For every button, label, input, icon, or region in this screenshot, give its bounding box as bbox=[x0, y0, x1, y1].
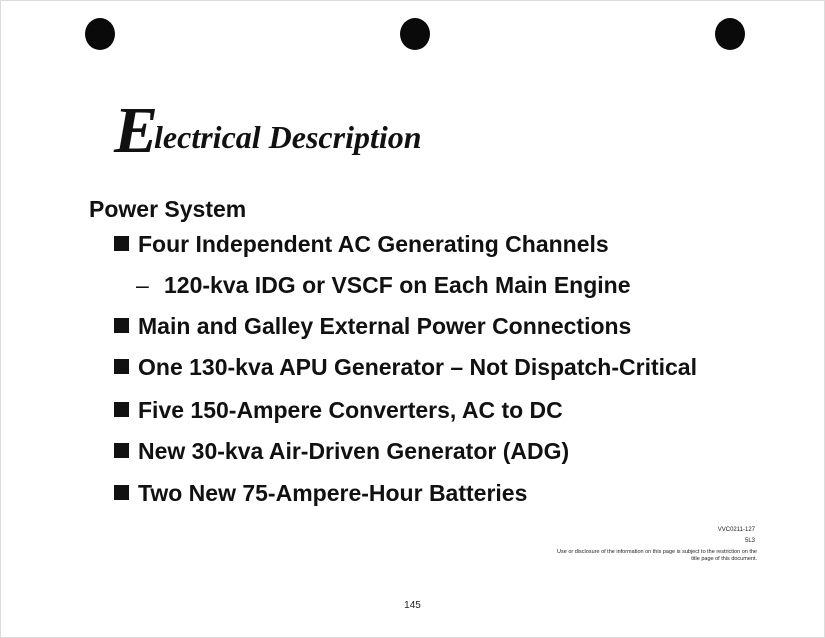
bullet-label: Four Independent AC Generating Channels bbox=[138, 231, 609, 257]
page-number: 145 bbox=[404, 600, 421, 611]
bullet-label: Two New 75-Ampere-Hour Batteries bbox=[138, 480, 528, 506]
square-bullet-icon bbox=[114, 359, 129, 374]
section-heading: Power System bbox=[89, 196, 247, 222]
bullet-item bbox=[114, 397, 563, 423]
document-subcode: 5L3 bbox=[744, 538, 755, 544]
dash-bullet: – bbox=[136, 272, 149, 298]
title-initial: E bbox=[114, 94, 155, 167]
disclosure-notice: Use or disclosure of the information on this page is subject to the restriction on the title page of this document. bbox=[557, 549, 757, 562]
square-bullet-icon bbox=[114, 402, 129, 417]
bullet-label: New 30-kva Air-Driven Generator (ADG) bbox=[138, 438, 570, 464]
bullet-label: One 130-kva APU Generator – Not Dispatch-Critical bbox=[138, 354, 697, 380]
title-rest: lectrical Description bbox=[154, 119, 422, 155]
bullet-item bbox=[114, 354, 697, 380]
binder-hole-center bbox=[400, 18, 430, 50]
bullet-label: Five 150-Ampere Converters, AC to DC bbox=[138, 397, 563, 423]
square-bullet-icon bbox=[114, 318, 129, 333]
bullet-item bbox=[114, 438, 569, 464]
page-title bbox=[114, 94, 422, 167]
square-bullet-icon bbox=[114, 443, 129, 458]
sub-bullet-item bbox=[136, 272, 631, 298]
binder-hole-right bbox=[715, 18, 745, 50]
bullet-label: Main and Galley External Power Connections bbox=[138, 313, 632, 339]
square-bullet-icon bbox=[114, 236, 129, 251]
bullet-item bbox=[114, 231, 609, 257]
document-code: VVC0211-127 bbox=[717, 527, 755, 533]
bullet-item bbox=[114, 480, 527, 506]
binder-hole-left bbox=[85, 18, 115, 50]
bullet-item bbox=[114, 313, 631, 339]
sub-bullet-label: 120-kva IDG or VSCF on Each Main Engine bbox=[164, 272, 631, 298]
square-bullet-icon bbox=[114, 485, 129, 500]
